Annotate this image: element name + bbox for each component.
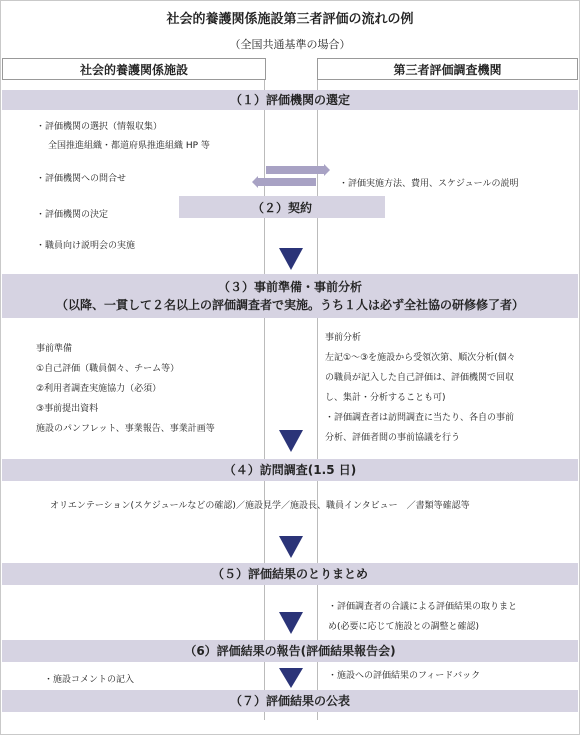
s3-left-item-1: 事前準備	[36, 344, 73, 354]
down-arrow-icon	[279, 430, 303, 452]
step-6-band: （6）評価結果の報告(評価結果報告会)	[2, 640, 578, 662]
diagram-title: 社会的養護関係施設第三者評価の流れの例	[166, 12, 414, 27]
s1-left-item-5: ・職員向け説明会の実施	[36, 241, 136, 251]
s3-left-item-5: 施設のパンフレット、事業報告、事業計画等	[36, 424, 215, 434]
down-arrow-icon	[279, 612, 303, 634]
step-5-band: （５）評価結果のとりまとめ	[2, 563, 578, 585]
s3-left-item-2: ①自己評価（職員個々、チーム等）	[36, 364, 180, 374]
down-arrow-icon	[279, 536, 303, 558]
step-3-note: （以降、一貫して２名以上の評価調査者で実施。うち１人は必ず全社協の研修修了者）	[55, 298, 524, 312]
s4-text: オリエンテーション(スケジュールなどの確認)／施設見学／施設長、職員インタビュー ／書類等確認等	[50, 501, 470, 511]
step-7-band: （７）評価結果の公表	[2, 690, 578, 712]
step-4-band: （４）訪問調査(1.5 日)	[2, 459, 578, 481]
s1-right-item: ・評価実施方法、費用、スケジュールの説明	[339, 179, 519, 189]
down-arrow-icon	[279, 668, 303, 688]
s3-left-item-3: ②利用者調査実施協力（必須）	[36, 384, 162, 394]
s6-right-item: ・施設への評価結果のフィードバック	[328, 671, 481, 681]
column-header-evaluator: 第三者評価調査機関	[317, 58, 578, 80]
s1-left-item-2: 全国推進組織・都道府県推進組織 HP 等	[48, 141, 210, 151]
s3-right-item-6: 分析、評価者間の事前協議を行う	[325, 433, 461, 443]
step-2-band: （２）契約	[179, 196, 385, 218]
down-arrow-icon	[279, 248, 303, 270]
s1-left-item-1: ・評価機関の選択（情報収集）	[36, 122, 163, 132]
diagram-subtitle: （全国共通基準の場合）	[229, 38, 351, 51]
step-3-title: （３）事前準備・事前分析	[217, 280, 362, 294]
s5-right-item-1: ・評価調査者の合議による評価結果の取りまと	[328, 602, 518, 612]
step-3-band	[2, 274, 578, 318]
s5-right-item-2: め(必要に応じて施設との調整と確認)	[328, 622, 480, 632]
double-arrow-icon	[252, 164, 330, 190]
column-header-facility: 社会的養護関係施設	[2, 58, 266, 80]
s3-right-item-4: し、集計・分析することも可)	[325, 393, 446, 403]
s1-left-item-3: ・評価機関への問合せ	[36, 174, 127, 184]
s3-right-item-1: 事前分析	[325, 333, 362, 343]
s6-left-item: ・施設コメントの記入	[44, 675, 135, 685]
s3-left-item-4: ③事前提出資料	[36, 404, 99, 414]
step-1-band: （１）評価機関の選定	[2, 90, 578, 110]
s3-right-item-2: 左記①～③を施設から受領次第、順次分析(個々	[325, 353, 516, 363]
s1-left-item-4: ・評価機関の決定	[36, 210, 109, 220]
s3-right-item-3: の職員が記入した自己評価は、評価機関で回収	[325, 373, 515, 383]
s3-right-item-5: ・評価調査者は訪問調査に当たり、各自の事前	[325, 413, 515, 423]
